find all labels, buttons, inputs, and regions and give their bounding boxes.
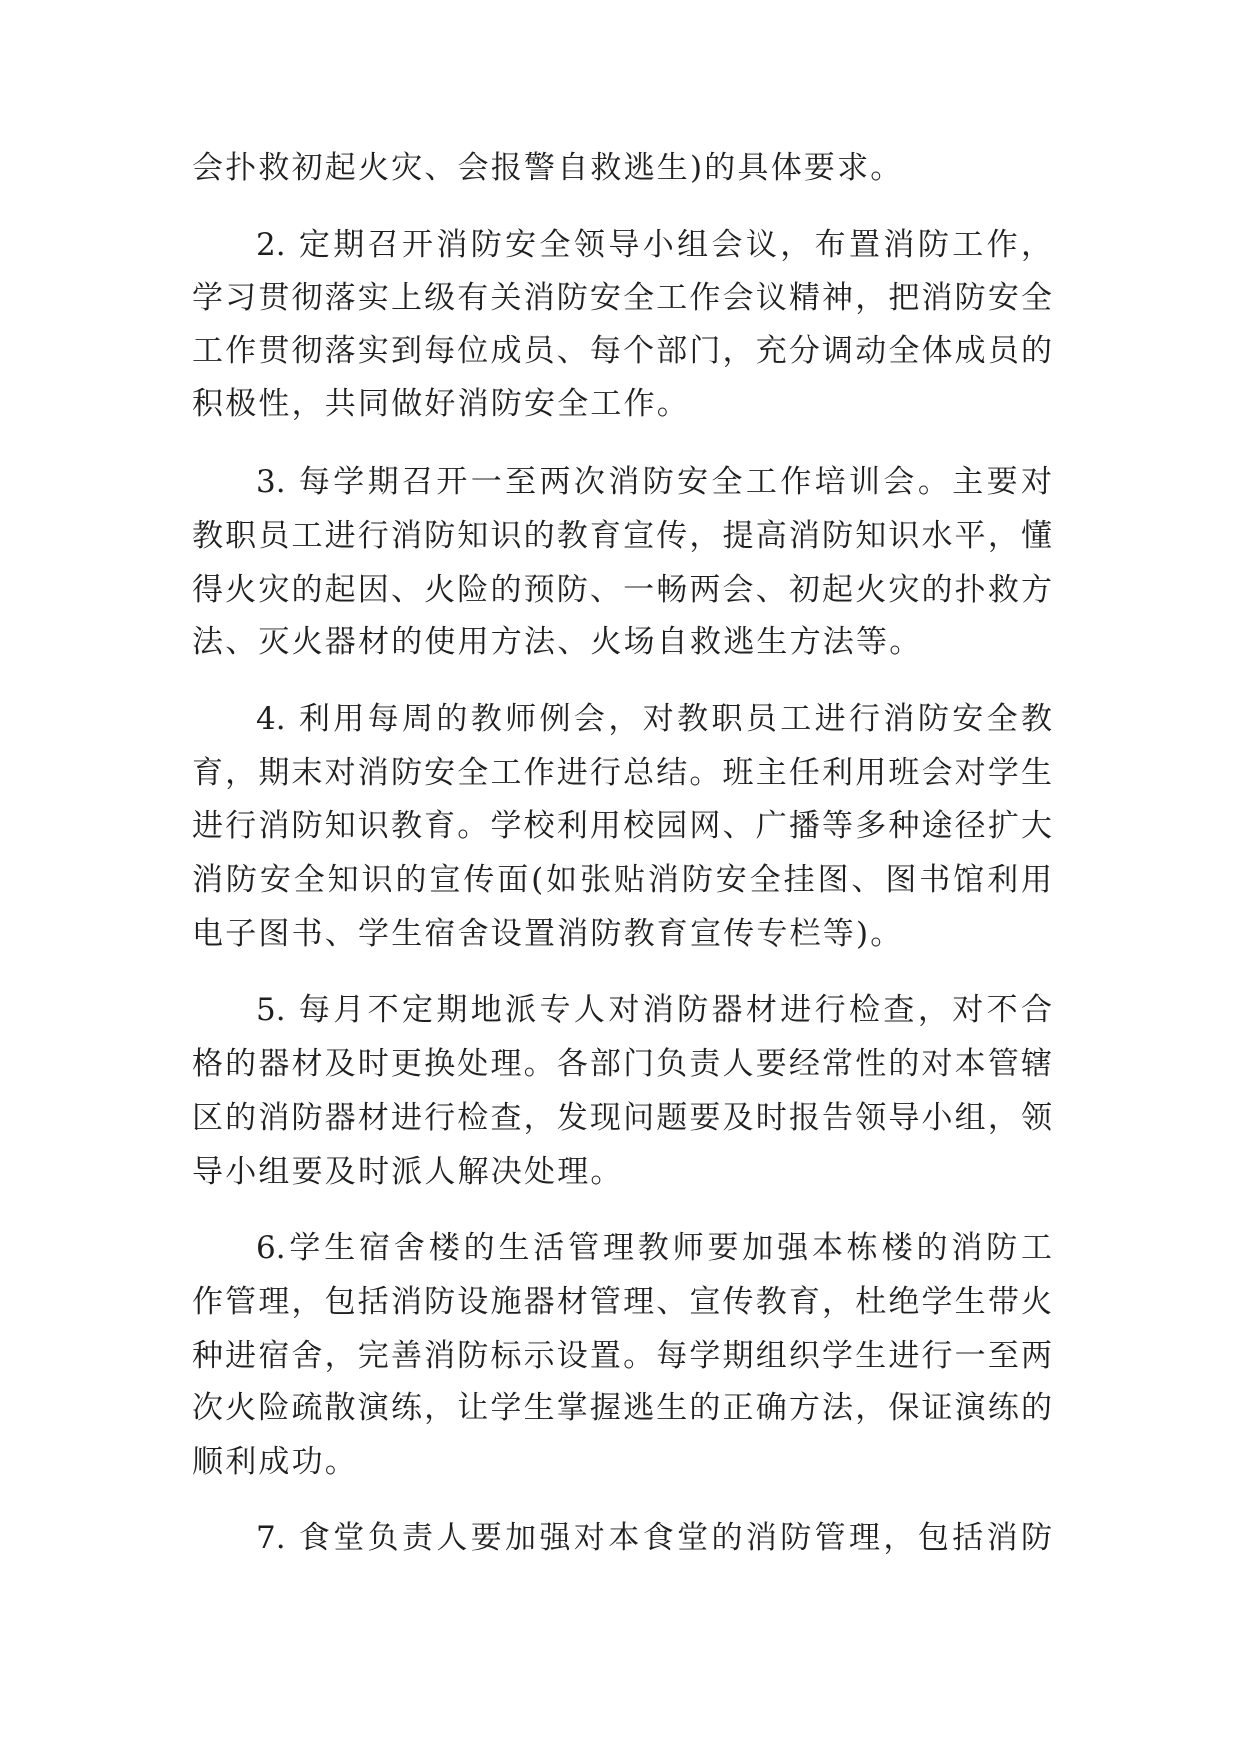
text-line: 学习贯彻落实上级有关消防安全工作会议精神，把消防安全 [192, 280, 1052, 316]
text-line: 消防安全知识的宣传面(如张贴消防安全挂图、图书馆利用 [192, 862, 1052, 898]
text-line: 会扑救初起火灾、会报警自救逃生)的具体要求。 [192, 150, 904, 186]
paragraph-4-start: 4. 利用每周的教师例会，对教职员工进行消防安全教 [256, 701, 1052, 737]
text-line: 次火险疏散演练，让学生掌握逃生的正确方法，保证演练的 [192, 1390, 1052, 1426]
text-line: 进行消防知识教育。学校利用校园网、广播等多种途径扩大 [192, 808, 1052, 844]
text-line: 导小组要及时派人解决处理。 [192, 1154, 624, 1190]
text-line: 积极性，共同做好消防安全工作。 [192, 386, 690, 422]
text-line: 格的器材及时更换处理。各部门负责人要经常性的对本管辖 [192, 1046, 1052, 1082]
text-line: 电子图书、学生宿舍设置消防教育宣传专栏等)。 [192, 916, 904, 952]
text-line: 工作贯彻落实到每位成员、每个部门，充分调动全体成员的 [192, 333, 1052, 369]
text-line: 顺利成功。 [192, 1444, 358, 1480]
paragraph-3-start: 3. 每学期召开一至两次消防安全工作培训会。主要对 [256, 464, 1052, 500]
text-line: 得火灾的起因、火险的预防、一畅两会、初起火灾的扑救方 [192, 572, 1052, 608]
text-line: 区的消防器材进行检查，发现问题要及时报告领导小组，领 [192, 1100, 1052, 1136]
text-line: 教职员工进行消防知识的教育宣传，提高消防知识水平，懂 [192, 518, 1052, 554]
paragraph-5-start: 5. 每月不定期地派专人对消防器材进行检查，对不合 [256, 992, 1052, 1028]
text-line: 法、灭火器材的使用方法、火场自救逃生方法等。 [192, 624, 923, 660]
text-line: 种进宿舍，完善消防标示设置。每学期组织学生进行一至两 [192, 1338, 1052, 1374]
paragraph-7-start: 7. 食堂负责人要加强对本食堂的消防管理，包括消防 [256, 1520, 1052, 1556]
text-line: 育，期末对消防安全工作进行总结。班主任利用班会对学生 [192, 755, 1052, 791]
paragraph-6-start: 6.学生宿舍楼的生活管理教师要加强本栋楼的消防工 [256, 1230, 1052, 1266]
paragraph-2-start: 2. 定期召开消防安全领导小组会议，布置消防工作， [256, 227, 1052, 263]
text-line: 作管理，包括消防设施器材管理、宣传教育，杜绝学生带火 [192, 1284, 1052, 1320]
